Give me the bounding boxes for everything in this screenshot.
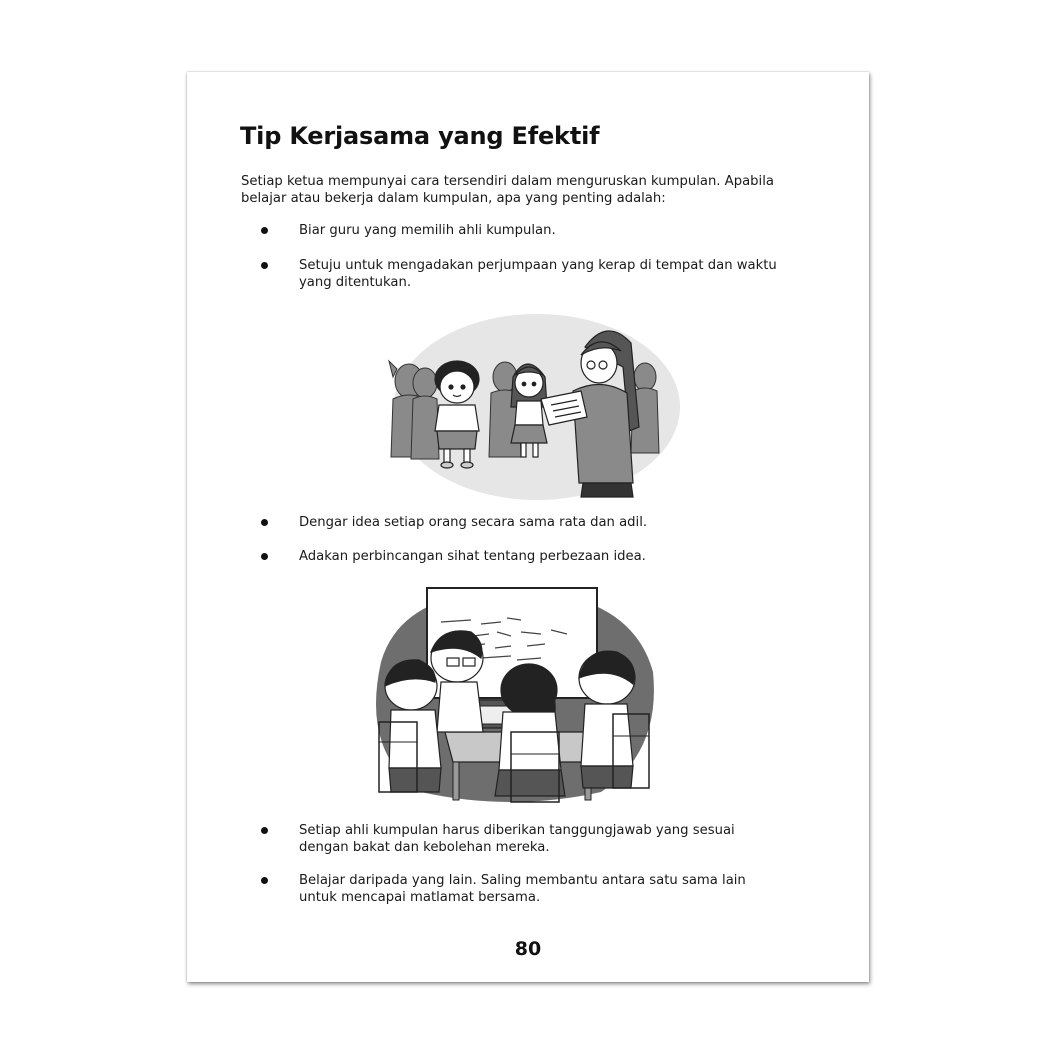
bullet-dot-icon: [261, 827, 268, 834]
group-discussion-illustration: [361, 582, 661, 812]
bullet-dot-icon: [261, 877, 268, 884]
page-number: 80: [514, 938, 542, 960]
page-title: Tip Kerjasama yang Efektif: [240, 122, 600, 150]
bullet-item-4: Adakan perbincangan sihat tentang perbezaan idea.: [261, 548, 781, 565]
bullet-dot-icon: [261, 227, 268, 234]
intro-paragraph: Setiap ketua mempunyai cara tersendiri dalam menguruskan kumpulan. Apabila belajar atau bekerja dalam kumpulan, apa yang penting adalah:: [241, 174, 774, 206]
bullet-dot-icon: [261, 262, 268, 269]
teacher-students-illustration: [377, 307, 687, 507]
bullet-item-2: Setuju untuk mengadakan perjumpaan yang kerap di tempat dan waktu yang ditentukan.: [261, 257, 781, 291]
book-page: [187, 72, 869, 982]
bullet-dot-icon: [261, 553, 268, 560]
bullet-item-1: Biar guru yang memilih ahli kumpulan.: [261, 222, 781, 239]
bullet-item-6: Belajar daripada yang lain. Saling membantu antara satu sama lain untuk mencapai matlamat bersama.: [261, 872, 781, 906]
bullet-item-5: Setiap ahli kumpulan harus diberikan tanggungjawab yang sesuai dengan bakat dan kebolehan mereka.: [261, 822, 781, 856]
bullet-item-3: Dengar idea setiap orang secara sama rata dan adil.: [261, 514, 781, 531]
bullet-dot-icon: [261, 519, 268, 526]
